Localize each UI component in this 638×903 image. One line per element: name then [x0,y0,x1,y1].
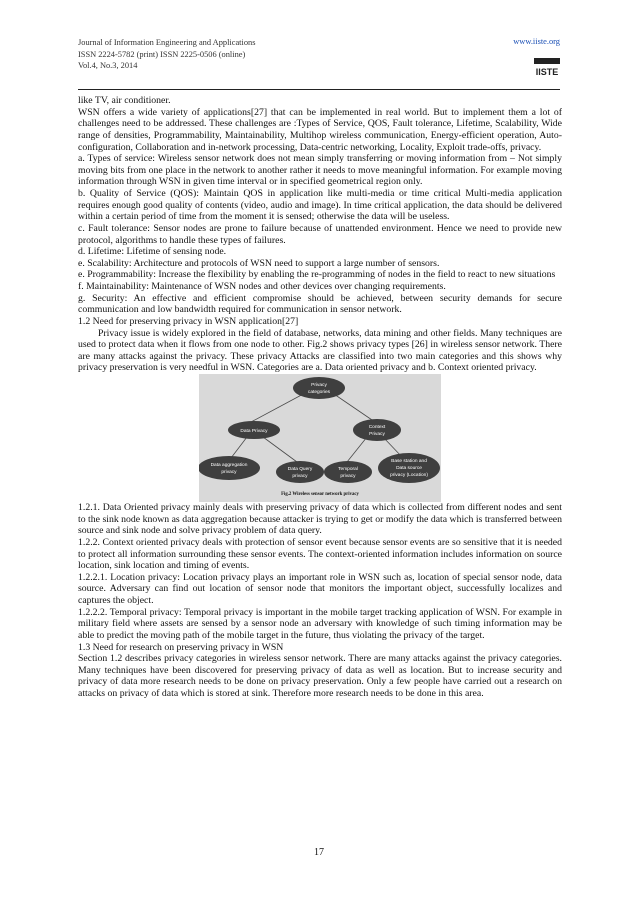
paragraph: e. Scalability: Architecture and protocols of WSN need to support a large number of sensors. [78,257,440,269]
paragraph: f. Maintainability: Maintenance of WSN nodes and other devices over changing requirements. [78,281,446,292]
privacy-diagram-svg [199,374,441,502]
paragraph: Section 1.2 describes privacy categories in wireless sensor network. There are many attacks against the privacy categories. Many techniques have been discovered for preserving privacy of data as well as location. But to increase security and privacy of data more research needs to be done on privacy preservation. Only a few people have carried out a research on attacks on privacy of data which is stored at sink. Therefore more research needs to be done in this area. [78,653,562,699]
paragraph: a. Types of service: Wireless sensor network does not mean simply transferring or moving information from – Not simply moving bits from one place in the network to another rather it needs to move meaningful information. For example moving information through WSN in given time interval or in specified geometrical region only. [78,153,562,188]
paragraph: Privacy issue is widely explored in the field of database, networks, data mining and other fields. Many techniques are used to protect data when it flows from one node to other. Fig.2 shows privacy types [26] in wireless sensor network. There are many attacks against the privacy. These privacy Attacks are classified into two main categories and this shows why privacy preservation is very needful in WSN. Categories are a. Data oriented privacy and b. Context oriented privacy. [78,327,562,374]
node-privacy-categories [293,377,345,399]
paragraph: WSN offers a wide variety of applications[27] that can be implemented in real world. But to implement them a lot of challenges need to be addressed. These challenges are :Types of Service, QOS, Fault tolerance, Lifetime, Scalability, Wide range of densities, Programmability, Maintainability, Multihop wireless communication, Energy-efficient operation, Auto-configuration, Collaboration and in-network processing, Data-centric networking, Locality, Exploit trade-offs, privacy. [78,106,562,153]
page-body [78,95,562,700]
label-query-2: privacy [292,474,308,479]
paragraph: 1.2.2.1. Location privacy: Location privacy plays an important role in WSN such as, location of special sensor node, data source. Adversary can find out location of sensor node that monitors the important object, successfully localizes and captures the object. [78,571,562,606]
iiste-logo [534,58,560,78]
node-data-aggregation [199,456,260,480]
label-root-1: Privacy [311,383,327,388]
label-agg-1: Data aggregation [210,463,248,468]
node-context-privacy [353,419,401,441]
journal-volume: Vol.4, No.3, 2014 [78,61,138,71]
node-temporal [324,461,372,483]
label-context-1: Context [368,425,386,430]
label-base-3: privacy (Location) [390,473,428,478]
journal-header [78,37,255,72]
label-temporal-1: Temporal [338,467,358,472]
label-context-2: Privacy [369,432,385,437]
label-temporal-2: privacy [340,474,356,479]
paragraph: like TV, air conditioner. [78,95,171,106]
journal-issn: ISSN 2224-5782 (print) ISSN 2225-0506 (online) [78,49,246,59]
logo-text: IISTE [535,67,559,77]
paragraph: 1.2.2.2. Temporal privacy: Temporal privacy is important in the mobile target tracking application of WSN. For example in military field where assets are sensed by a sensor node an adversary with knowledge of such timing information may be able to predict the moving path of the mobile target in the future, thus violating the privacy of the target. [78,606,562,641]
paragraph: 1.2.1. Data Oriented privacy mainly deals with preserving privacy of data which is collected from different nodes and sent to the sink node known as data aggregation because attacker is trying to get or modify the data which is transferred between source and sink node and solve privacy problem of data query. [78,502,562,537]
figure-caption: Fig.2 Wireless sensor network privacy [281,492,359,497]
header-rule [78,89,560,90]
label-query-1: Data Query [287,467,313,472]
section-heading: 1.3 Need for research on preserving privacy in WSN [78,641,284,653]
section-heading: 1.2 Need for preserving privacy in WSN application[27] [78,315,299,327]
paragraph: g. Security: An effective and efficient compromise should be achieved, between security demands for secure communication and low bandwidth required for communication in sensor network. [78,292,562,316]
node-data-query [276,461,324,483]
label-base-1: Base station and [391,459,427,464]
label-root-2: categories [307,390,331,395]
paragraph: c. Fault tolerance: Sensor nodes are prone to failure because of unattended environment. Hence we need to provide new protocol, algorithms to handle these types of failures. [78,222,562,246]
journal-url[interactable]: www.iiste.org [513,37,560,46]
page-number: 17 [314,847,324,858]
paragraph: 1.2.2. Context oriented privacy deals with protection of sensor event because sensor events are so sensitive that it is needed to protect all information surrounding these sensor events. The context-oriented information includes information on source location, sink location and timing of events. [78,536,562,572]
label-agg-2: privacy [221,470,237,475]
paragraph: b. Quality of Service (QOS): Maintain QOS in application like multi-media or time critical Multi-media application requires enough good quality of contents (video, audio and image). In time critical application, the data should be delivered within a certain period of time from the moment it is sensed; otherwise the data will be useless. [78,188,562,223]
paragraph: e. Programmability: Increase the flexibility by enabling the re-programming of nodes in the field to react to new situations [78,269,556,281]
journal-title: Journal of Information Engineering and Applications [78,38,256,47]
label-base-2: Data source [396,466,422,471]
paragraph: d. Lifetime: Lifetime of sensing node. [78,246,227,258]
label-data-privacy: Data Privacy [240,429,268,434]
privacy-diagram [199,374,441,502]
